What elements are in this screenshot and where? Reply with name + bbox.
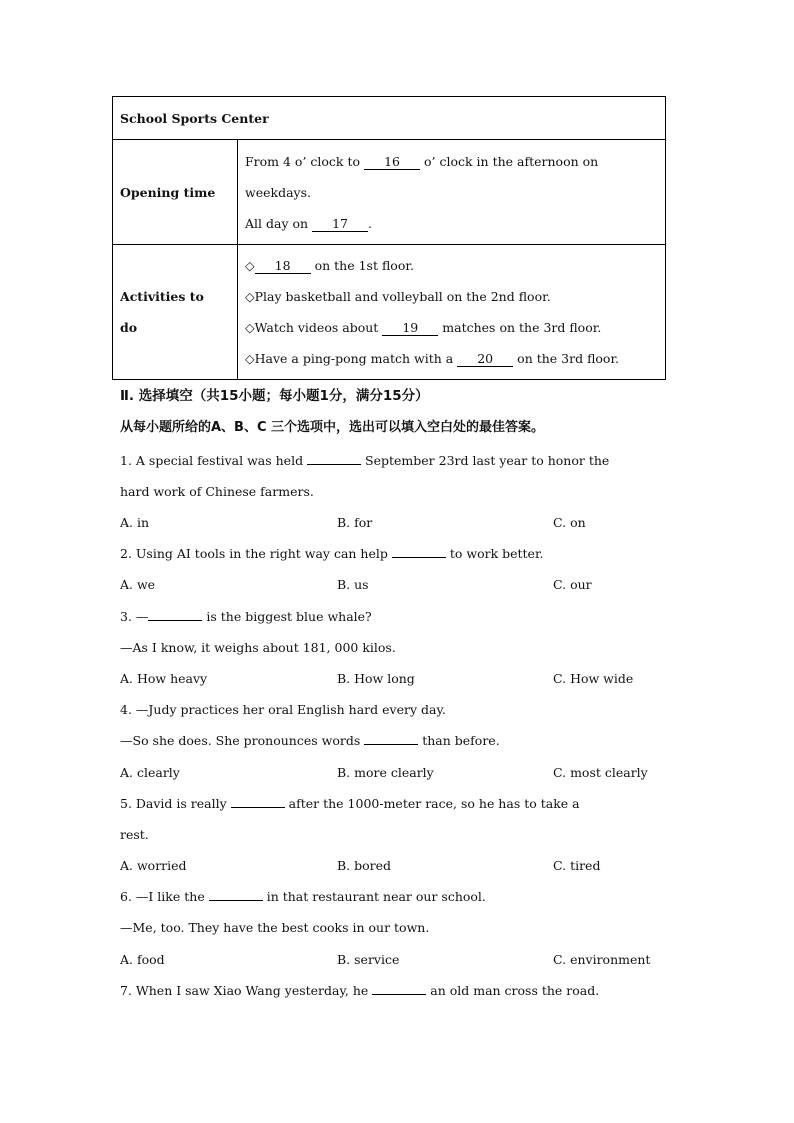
question-3 xyxy=(120,601,665,663)
text: 7. When I saw Xiao Wang yesterday, he xyxy=(120,983,369,998)
text: in that restaurant near our school. xyxy=(266,889,486,904)
option-c[interactable]: C. How wide xyxy=(553,671,634,686)
activity-1 xyxy=(245,250,658,281)
opening-time-cell xyxy=(238,140,666,245)
option-b[interactable]: B. more clearly xyxy=(337,765,434,780)
answer-blank xyxy=(307,452,361,465)
table-title: School Sports Center xyxy=(113,97,666,140)
text: is the biggest blue whale? xyxy=(206,609,372,624)
option-c[interactable]: C. environment xyxy=(553,952,651,967)
option-b[interactable]: B. How long xyxy=(337,671,415,686)
opening-time-label: Opening time xyxy=(113,140,238,245)
question-3-options xyxy=(120,663,665,694)
text: 3. — xyxy=(120,609,149,624)
option-a[interactable]: A. we xyxy=(120,577,156,592)
text: hard work of Chinese farmers. xyxy=(120,484,314,499)
text: —Me, too. They have the best cooks in our town. xyxy=(120,920,430,935)
option-a[interactable]: A. How heavy xyxy=(120,671,208,686)
text: . xyxy=(368,215,373,231)
text: after the 1000-meter race, so he has to take a xyxy=(288,796,580,811)
activities-cell xyxy=(238,245,666,380)
text: From 4 o’ clock to xyxy=(245,153,361,169)
option-c[interactable]: C. on xyxy=(553,515,586,530)
activity-4 xyxy=(245,343,658,374)
text: matches on the 3rd floor. xyxy=(442,320,602,335)
question-1 xyxy=(120,445,665,507)
question-5 xyxy=(120,788,665,850)
text: o’ clock in the afternoon on xyxy=(424,153,599,169)
text: ◇Have a ping-pong match with a xyxy=(245,351,454,366)
text: 1. A special festival was held xyxy=(120,453,304,468)
text: September 23rd last year to honor the xyxy=(365,453,610,468)
option-b[interactable]: B. for xyxy=(337,515,373,530)
option-c[interactable]: C. tired xyxy=(553,858,601,873)
text: —So she does. She pronounces words xyxy=(120,733,361,748)
section-title: Ⅱ. 选择填空（共15小题；每小题1分，满分15分） xyxy=(120,388,429,404)
activity-2: ◇Play basketball and volleyball on the 2nd floor. xyxy=(245,289,551,304)
question-4-options xyxy=(120,757,665,788)
option-a[interactable]: A. food xyxy=(120,952,165,967)
text: 2. Using AI tools in the right way can help xyxy=(120,546,388,561)
blank-18: 18 xyxy=(255,259,311,274)
question-4 xyxy=(120,694,665,756)
answer-blank xyxy=(364,732,418,745)
activities-label xyxy=(113,245,238,380)
option-b[interactable]: B. us xyxy=(337,577,369,592)
text: ◇Watch videos about xyxy=(245,320,379,335)
question-7 xyxy=(120,975,665,1006)
answer-blank xyxy=(392,545,446,558)
option-a[interactable]: A. clearly xyxy=(120,765,180,780)
question-2 xyxy=(120,538,665,569)
activities-label-line2: do xyxy=(120,320,138,335)
section-instruction: 从每小题所给的A、B、C 三个选项中，选出可以填入空白处的最佳答案。 xyxy=(120,420,545,435)
text: on the 1st floor. xyxy=(314,258,414,273)
text: 4. —Judy practices her oral English hard every day. xyxy=(120,702,446,717)
option-c[interactable]: C. most clearly xyxy=(553,765,648,780)
blank-17: 17 xyxy=(312,217,368,232)
text: to work better. xyxy=(449,546,544,561)
option-a[interactable]: A. in xyxy=(120,515,150,530)
blank-19: 19 xyxy=(382,321,438,336)
text: All day on xyxy=(245,215,309,231)
opening-line-1 xyxy=(245,146,658,177)
text: —As I know, it weighs about 181, 000 kilos. xyxy=(120,640,396,655)
question-2-options xyxy=(120,569,665,600)
option-a[interactable]: A. worried xyxy=(120,858,187,873)
text: 5. David is really xyxy=(120,796,227,811)
text: rest. xyxy=(120,827,149,842)
sports-center-table xyxy=(112,96,666,380)
answer-blank xyxy=(148,608,202,621)
answer-blank xyxy=(209,888,263,901)
blank-20: 20 xyxy=(457,352,513,367)
question-6-options xyxy=(120,944,665,975)
text: 6. —I like the xyxy=(120,889,205,904)
answer-blank xyxy=(372,982,426,995)
diamond-bullet: ◇ xyxy=(245,258,255,273)
text: an old man cross the road. xyxy=(430,983,600,998)
question-6 xyxy=(120,881,665,943)
text: than before. xyxy=(422,733,500,748)
option-b[interactable]: B. service xyxy=(337,952,400,967)
activity-3 xyxy=(245,312,658,343)
opening-line-3 xyxy=(245,208,658,239)
option-b[interactable]: B. bored xyxy=(337,858,392,873)
question-5-options xyxy=(120,850,665,881)
answer-blank xyxy=(231,795,285,808)
blank-16: 16 xyxy=(364,155,420,170)
text: on the 3rd floor. xyxy=(517,351,620,366)
opening-line-2: weekdays. xyxy=(245,184,311,200)
question-1-options xyxy=(120,507,665,538)
option-c[interactable]: C. our xyxy=(553,577,592,592)
activities-label-line1: Activities to xyxy=(120,289,204,304)
